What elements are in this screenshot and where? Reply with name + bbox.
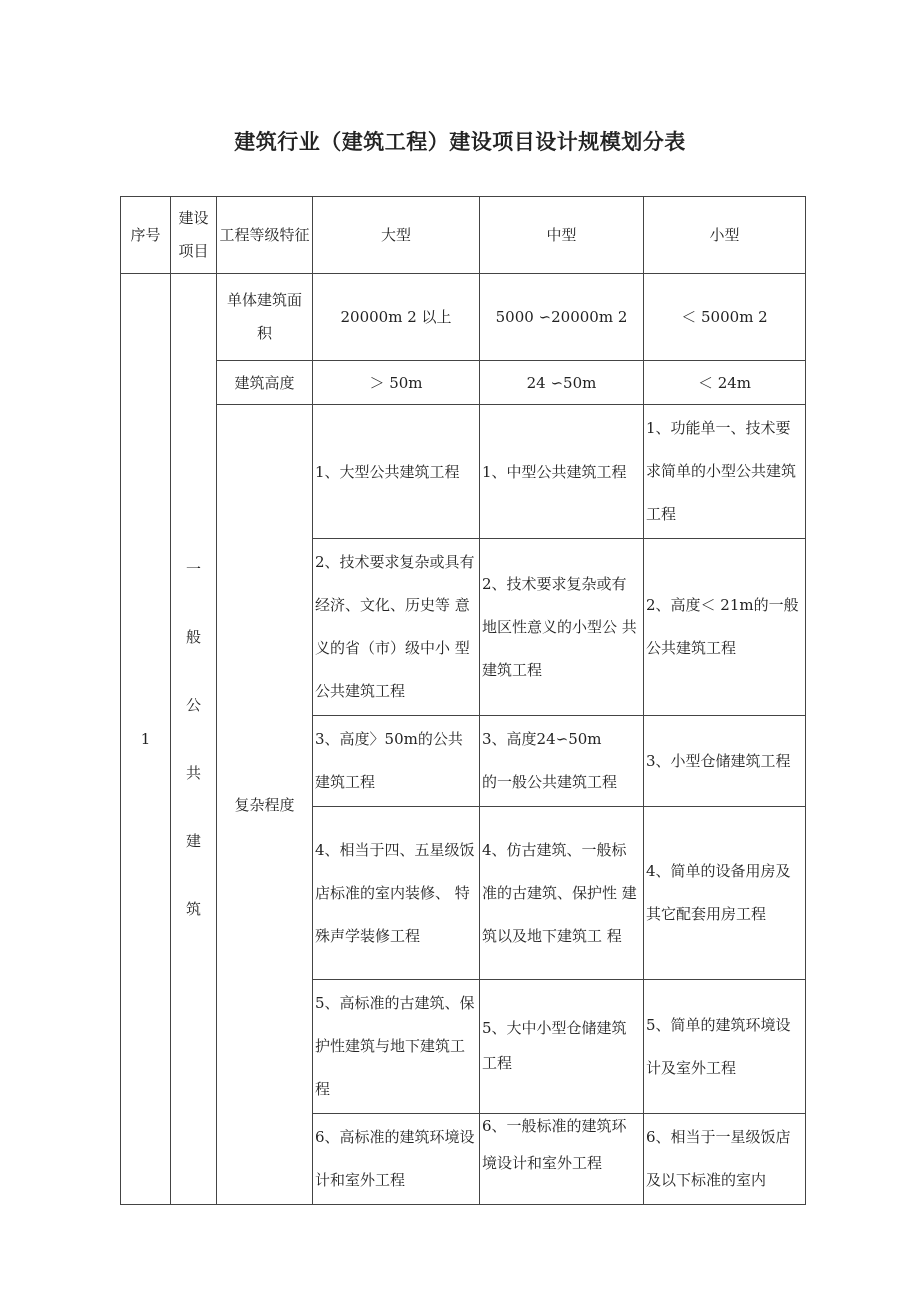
height-large: ＞ 50m bbox=[313, 361, 480, 405]
complexity-5-large: 5、高标准的古建筑、保护性建筑与地下建筑工程 bbox=[313, 980, 480, 1114]
complexity-1-medium: 1、中型公共建筑工程 bbox=[480, 405, 644, 539]
complexity-6-small: 6、相当于一星级饭店及以下标准的室内 bbox=[644, 1114, 806, 1205]
project-char: 一 bbox=[185, 560, 201, 578]
complexity-3-large: 3、高度〉50m的公共建筑工程 bbox=[313, 716, 480, 807]
area-medium: 5000 ∽20000m 2 bbox=[480, 274, 644, 361]
project-char: 共 bbox=[185, 764, 201, 782]
complexity-5-medium-line2: 工程 bbox=[482, 1053, 513, 1072]
area-label-line1: 单体建筑面 bbox=[226, 291, 302, 309]
complexity-6-medium bbox=[480, 1114, 644, 1205]
complexity-3-medium bbox=[480, 716, 644, 807]
area-label bbox=[217, 274, 313, 361]
complexity-6-medium-line2: 境设计和室外工程 bbox=[482, 1154, 603, 1172]
complexity-2-small: 2、高度＜ 21m的一般公共建筑工程 bbox=[644, 539, 806, 716]
project-char: 建 bbox=[185, 832, 201, 850]
project-name-vertical bbox=[171, 274, 217, 1205]
area-small: ＜ 5000m 2 bbox=[644, 274, 806, 361]
complexity-4-large: 4、相当于四、五星级饭店标准的室内装修、 特殊声学装修工程 bbox=[313, 807, 480, 980]
complexity-4-medium: 4、仿古建筑、一般标 准的古建筑、保护性 建筑以及地下建筑工 程 bbox=[480, 807, 644, 980]
header-feature: 工程等级特征 bbox=[217, 197, 313, 274]
header-small: 小型 bbox=[644, 197, 806, 274]
complexity-6-medium-line1: 6、一般标准的建筑环 bbox=[482, 1117, 627, 1135]
header-medium: 中型 bbox=[480, 197, 644, 274]
row-seq: 1 bbox=[121, 274, 171, 1205]
header-project bbox=[171, 197, 217, 274]
complexity-1-large: 1、大型公共建筑工程 bbox=[313, 405, 480, 539]
project-char: 公 bbox=[185, 696, 201, 714]
area-large: 20000m 2 以上 bbox=[313, 274, 480, 361]
complexity-6-large: 6、高标准的建筑环境设计和室外工程 bbox=[313, 1114, 480, 1205]
header-row bbox=[121, 197, 806, 274]
page-title: 建筑行业（建筑工程）建设项目设计规模划分表 bbox=[234, 130, 686, 154]
complexity-5-medium bbox=[480, 980, 644, 1114]
complexity-5-medium-line1: 5、大中小型仓储建筑 bbox=[482, 1018, 627, 1037]
project-char: 般 bbox=[185, 628, 201, 646]
area-label-line2: 积 bbox=[256, 324, 272, 342]
complexity-1-small: 1、功能单一、技术要求简单的小型公共建筑工程 bbox=[644, 405, 806, 539]
header-large: 大型 bbox=[313, 197, 480, 274]
header-seq: 序号 bbox=[121, 197, 171, 274]
complexity-label: 复杂程度 bbox=[217, 405, 313, 1205]
complexity-row-1 bbox=[121, 405, 806, 539]
row-height bbox=[121, 361, 806, 405]
complexity-4-small: 4、简单的设备用房及其它配套用房工程 bbox=[644, 807, 806, 980]
row-area bbox=[121, 274, 806, 361]
height-medium: 24 ∽50m bbox=[480, 361, 644, 405]
height-small: ＜ 24m bbox=[644, 361, 806, 405]
complexity-2-medium: 2、技术要求复杂或有 地区性意义的小型公 共建筑工程 bbox=[480, 539, 644, 716]
complexity-5-small: 5、简单的建筑环境设计及室外工程 bbox=[644, 980, 806, 1114]
header-project-line1: 建设 bbox=[178, 209, 209, 227]
scale-classification-table bbox=[120, 196, 806, 1205]
header-project-line2: 项目 bbox=[178, 242, 209, 260]
complexity-2-large: 2、技术要求复杂或具有经济、文化、历史等 意义的省（市）级中小 型公共建筑工程 bbox=[313, 539, 480, 716]
complexity-3-medium-line2: 的一般公共建筑工程 bbox=[482, 773, 618, 791]
height-label: 建筑高度 bbox=[217, 361, 313, 405]
complexity-3-small: 3、小型仓储建筑工程 bbox=[644, 716, 806, 807]
project-char: 筑 bbox=[185, 900, 201, 918]
complexity-3-medium-line1: 3、高度24∽50m bbox=[482, 730, 602, 748]
